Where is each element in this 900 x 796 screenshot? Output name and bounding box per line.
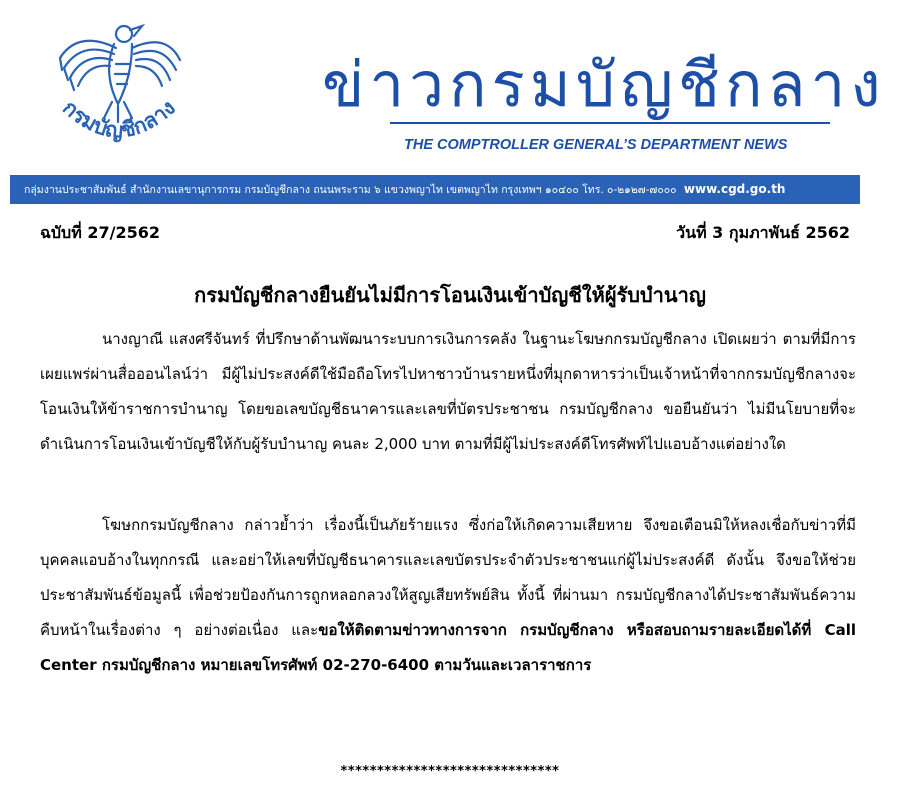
masthead-title: ข่าวกรมบัญชีกลาง: [322, 48, 886, 121]
issue-number: ฉบับที่ 27/2562: [40, 223, 160, 242]
paragraph-1: [40, 322, 856, 462]
end-marker: ******************************: [340, 764, 560, 779]
paragraph-2: [40, 508, 856, 683]
issue-date: วันที่ 3 กุมภาพันธ์ 2562: [676, 223, 850, 242]
garuda-logo: [48, 14, 188, 164]
masthead-divider: [390, 122, 830, 124]
paragraph-2-text: โฆษกกรมบัญชีกลาง กล่าวย้ำว่า เรื่องนี้เป็นภัยร้ายแรง ซึ่งก่อให้เกิดความเสียหาย จึงขอเตือนมิให้หลงเชื่อกับข่าวที่มีบุคคลแอบอ้างในทุกกรณี และอย่าให้เลขที่บัญชีธนาคารและเลขบัตรประจำตัวประชาชนแก่ผู้ไม่ประสงค์ดี ดังนั้น จึงขอให้ช่วยประชาสัมพันธ์ข้อมูลนี้ เพื่อช่วยป้องกันการถูกหลอกลวงให้สูญเสียทรัพย์สิน ทั้งนี้ ที่ผ่านมา กรมบัญชีกลางได้ประชาสัมพันธ์ความคืบหน้าในเรื่องต่าง ๆ อย่างต่อเนื่อง และ: [40, 516, 856, 639]
contact-bar: [10, 175, 860, 204]
paragraph-2-bold-text: ขอให้ติดตามข่าวทางการจาก กรมบัญชีกลาง หรือสอบถามรายละเอียดได้ที่ Call Center กรมบัญชีกลาง หมายเลขโทรศัพท์ 02-270-6400 ตามวันและเวลาราชการ: [40, 621, 856, 674]
website-link[interactable]: www.cgd.go.th: [683, 182, 786, 196]
contact-address: กลุ่มงานประชาสัมพันธ์ สำนักงานเลขานุการกรม กรมบัญชีกลาง ถนนพระราม ๖ แขวงพญาไท เขตพญาไท กรุงเทพฯ ๑๐๔๐๐ โทร. ๐-๒๑๒๗-๗๐๐๐: [24, 184, 677, 196]
logo-text: กรมบัญชีกลาง: [58, 95, 180, 143]
masthead-subtitle: THE COMPTROLLER GENERAL’S DEPARTMENT NEWS: [404, 137, 788, 153]
headline: กรมบัญชีกลางยืนยันไม่มีการโอนเงินเข้าบัญชีให้ผู้รับบำนาญ: [194, 283, 706, 307]
paragraph-1-text: นางญาณี แสงศรีจันทร์ ที่ปรึกษาด้านพัฒนาระบบการเงินการคลัง ในฐานะโฆษกกรมบัญชีกลาง เปิดเผยว่า ตามที่มีการเผยแพร่ผ่านสื่อออนไลน์ว่า มีผู้ไม่ประสงค์ดีใช้มือถือโทรไปหาชาวบ้านรายหนึ่งที่มุกดาหารว่าเป็นเจ้าหน้าที่จากกรมบัญชีกลางจะโอนเงินให้ข้าราชการบำนาญ โดยขอเลขบัญชีธนาคารและเลขที่บัตรประชาชน กรมบัญชีกลาง ขอยืนยันว่า ไม่มีนโยบายที่จะดำเนินการโอนเงินเข้าบัญชีให้กับผู้รับบำนาญ คนละ 2,000 บาท ตามที่มีผู้ไม่ประสงค์ดีโทรศัพท์ไปแอบอ้างแต่อย่างใด: [40, 330, 856, 453]
